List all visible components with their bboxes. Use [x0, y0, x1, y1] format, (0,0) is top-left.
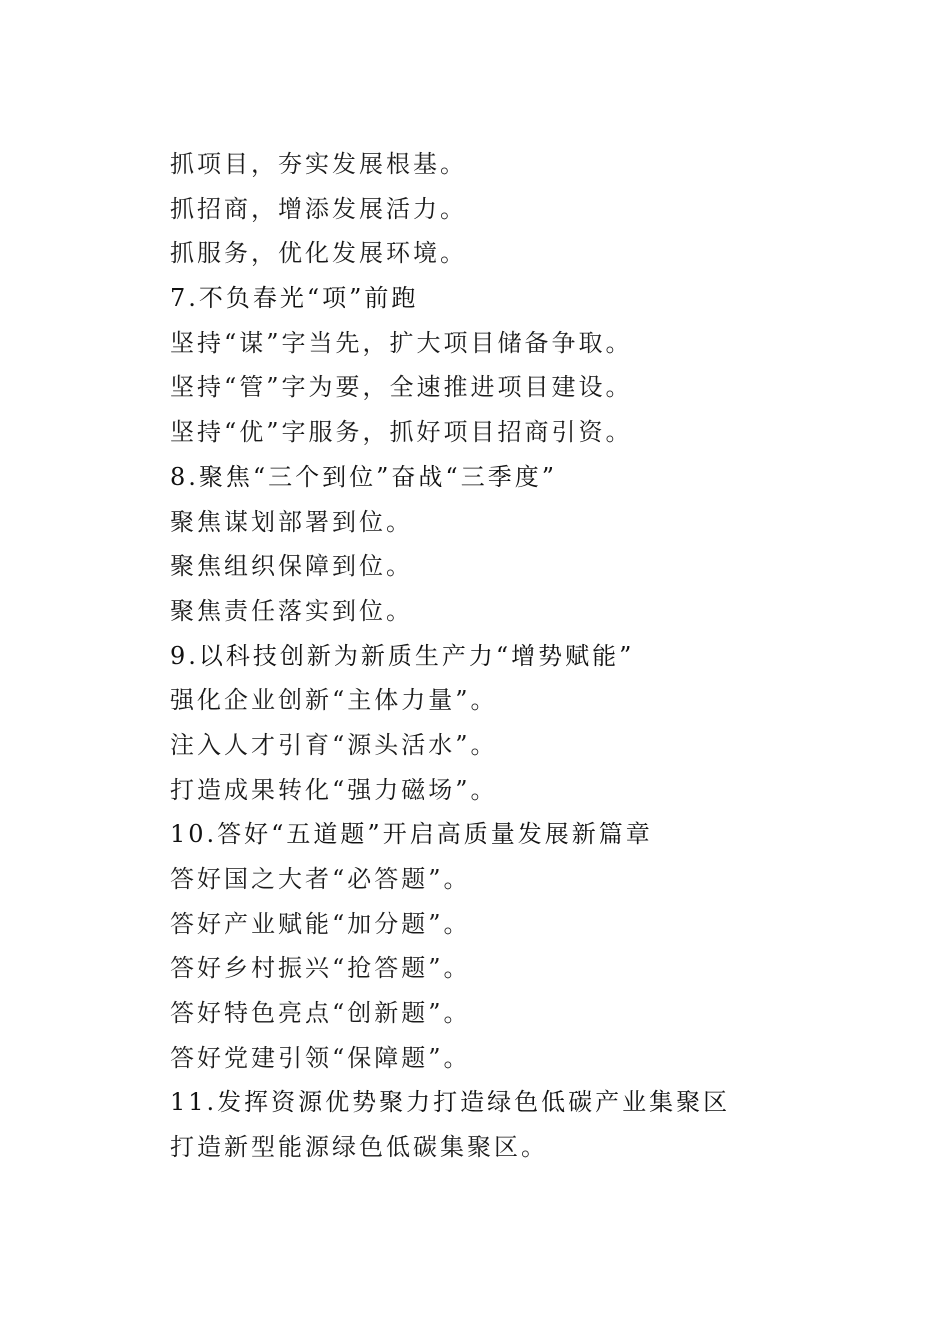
- text-line: 坚持“优”字服务，抓好项目招商引资。: [170, 418, 633, 447]
- section-heading: 10.答好“五道题”开启高质量发展新篇章: [170, 820, 653, 849]
- text-line: 答好产业赋能“加分题”。: [170, 909, 471, 938]
- text-line: 强化企业创新“主体力量”。: [170, 686, 498, 715]
- text-line: 坚持“管”字为要，全速推进项目建设。: [170, 373, 633, 402]
- text-line: 注入人才引育“源头活水”。: [170, 730, 498, 759]
- text-line: 抓服务，优化发展环境。: [170, 239, 467, 268]
- section-heading: 9.以科技创新为新质生产力“增势赋能”: [170, 641, 635, 670]
- text-line: 聚焦组织保障到位。: [170, 552, 413, 581]
- text-line: 抓项目，夯实发展根基。: [170, 150, 467, 178]
- section-heading: 8.聚焦“三个到位”奋战“三季度”: [170, 462, 557, 491]
- document-body: [170, 142, 790, 1170]
- text-line: 答好乡村振兴“抢答题”。: [170, 954, 471, 983]
- text-line: 聚焦谋划部署到位。: [170, 507, 413, 536]
- text-line: 抓招商，增添发展活力。: [170, 194, 467, 223]
- text-line: 打造成果转化“强力磁场”。: [170, 775, 498, 804]
- section-heading: 7.不负春光“项”前跑: [170, 284, 419, 313]
- text-line: 答好党建引领“保障题”。: [170, 1043, 471, 1072]
- text-line: 答好特色亮点“创新题”。: [170, 999, 471, 1028]
- section-heading: 11.发挥资源优势聚力打造绿色低碳产业集聚区: [170, 1088, 731, 1117]
- text-line: 答好国之大者“必答题”。: [170, 865, 471, 893]
- text-line: 聚焦责任落实到位。: [170, 596, 413, 625]
- text-line: 打造新型能源绿色低碳集聚区。: [170, 1133, 548, 1162]
- text-line: 坚持“谋”字当先，扩大项目储备争取。: [170, 328, 633, 357]
